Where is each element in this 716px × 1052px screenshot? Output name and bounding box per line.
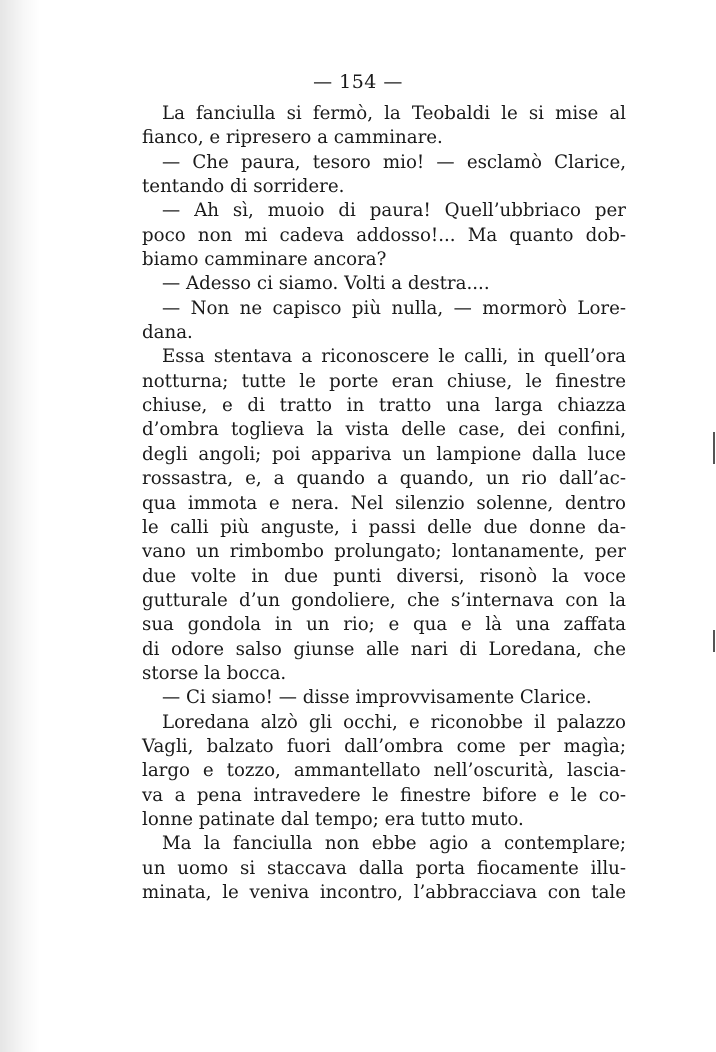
text-line: tentando di sorridere. xyxy=(142,176,345,198)
margin-mark xyxy=(713,630,715,652)
text-line: Essa stentava a riconoscere le calli, in quell’ora xyxy=(162,346,626,368)
text-line: gutturale d’un gondoliere, che s’internava con la xyxy=(142,589,626,611)
text-line: degli angoli; poi appariva un lampione dalla luce xyxy=(142,443,626,465)
text-line: poco non mi cadeva addosso!... Ma quanto dob- xyxy=(142,224,626,246)
text-line: le calli più anguste, i passi delle due donne da- xyxy=(142,516,626,538)
page-number: — 154 — xyxy=(313,71,403,93)
text-line: va a pena intravedere le finestre bifore e le co- xyxy=(142,784,626,806)
text-line: biamo camminare ancora? xyxy=(142,249,387,271)
text-line: — Che paura, tesoro mio! — esclamò Clarice, xyxy=(162,151,626,173)
text-line: minata, le veniva incontro, l’abbracciava con tale xyxy=(142,882,626,903)
text-line: fianco, e ripresero a camminare. xyxy=(142,127,443,149)
text-line: largo e tozzo, ammantellato nell’oscurità, lascia- xyxy=(142,760,626,782)
text-line: — Non ne capisco più nulla, — mormorò Lore- xyxy=(162,297,626,319)
text-line: sua gondola in un rio; e qua e là una zaffata xyxy=(142,614,626,636)
text-line: notturna; tutte le porte eran chiuse, le finestre xyxy=(142,370,626,392)
text-line: Ma la fanciulla non ebbe agio a contemplare; xyxy=(162,833,626,855)
text-line: Vagli, balzato fuori dall’ombra come per magìa; xyxy=(142,735,626,757)
text-line: lonne patinate dal tempo; era tutto muto. xyxy=(142,808,524,830)
text-line: un uomo si staccava dalla porta fiocamente illu- xyxy=(142,857,626,879)
text-line: rossastra, e, a quando a quando, un rio dall’ac- xyxy=(142,468,626,490)
text-line: chiuse, e di tratto in tratto una larga chiazza xyxy=(142,395,626,417)
text-line: qua immota e nera. Nel silenzio solenne, dentro xyxy=(142,492,626,514)
margin-mark xyxy=(713,432,715,464)
page-edge-shadow xyxy=(0,0,40,1052)
text-line: d’ombra toglieva la vista delle case, dei confini, xyxy=(142,419,626,441)
text-line: — Ci siamo! — disse improvvisamente Clarice. xyxy=(162,687,592,709)
text-line: storse la bocca. xyxy=(142,662,287,684)
text-line: — Ah sì, muoio di paura! Quell’ubbriaco per xyxy=(162,200,626,222)
text-line: La fanciulla si fermò, la Teobaldi le si mise al xyxy=(162,103,626,124)
text-line: Loredana alzò gli occhi, e riconobbe il palazzo xyxy=(162,711,626,733)
text-line: dana. xyxy=(142,322,193,344)
text-line: due volte in due punti diversi, risonò la voce xyxy=(142,565,626,587)
text-line: di odore salso giunse alle nari di Loredana, che xyxy=(142,638,626,660)
text-line: — Adesso ci siamo. Volti a destra.... xyxy=(162,273,490,295)
text-line: vano un rimbombo prolungato; lontanamente, per xyxy=(142,541,626,563)
page-body-text xyxy=(142,102,626,905)
